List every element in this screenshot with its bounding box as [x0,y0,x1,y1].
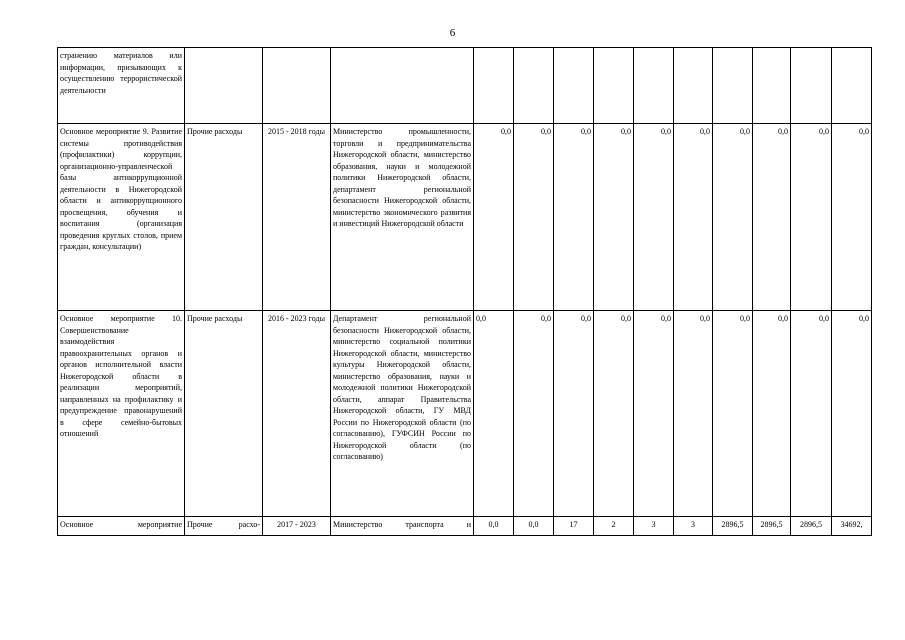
value-cell: 0,0 [753,124,791,311]
value-cell: 2896,5 [753,517,791,536]
funding-source-cell: Прочие расходы [185,124,263,311]
table-row [58,48,872,124]
activity-name-cell: Основное мероприятие [58,517,185,536]
value-cell: 0,0 [594,311,634,517]
value-cell: 3 [634,517,674,536]
value-cell: 0,0 [753,311,791,517]
value-cell: 0,0 [554,311,594,517]
activity-name-cell: странению материалов или информации, призывающих к осуществлению террористической деятельности [58,48,185,124]
funding-source-cell [185,48,263,124]
value-cell: 0,0 [674,311,713,517]
value-cell: 2 [594,517,634,536]
value-cell [514,48,554,124]
value-cell: 0,0 [634,124,674,311]
value-cell: 3 [674,517,713,536]
funding-source-cell: Прочие расхо- [185,517,263,536]
value-cell [674,48,713,124]
activity-name-cell: Основное мероприятие 9. Развитие системы противодействия (профилактики) коррупции, организационно-управленческой базы антикоррупционной деятельности в Нижегородской области и антикоррупционного просвещения, обучения и воспитания (организация проведения круглых столов, прием граждан, консультации) [58,124,185,311]
activity-name-cell: Основное мероприятие 10. Совершенствование взаимодействия правоохранительных органов и органов исполнительной власти Нижегородской области в реализации мероприятий, направленных на профилактику и предупреждение правонарушений в сфере семейно-бытовых отношений [58,311,185,517]
value-cell: 17 [554,517,594,536]
value-cell: 0,0 [791,311,832,517]
page-number: 6 [449,27,456,39]
value-cell [791,48,832,124]
value-cell: 0,0 [634,311,674,517]
value-cell: 0,0 [713,311,753,517]
program-table [57,47,872,536]
funding-source-cell: Прочие расходы [185,311,263,517]
value-cell: 0,0 [832,311,872,517]
table-row [58,517,872,536]
value-cell: 0,0 [554,124,594,311]
executor-cell: Департамент региональной безопасности Нижегородской области, министерство социальной политики Нижегородской области, министерство культуры Нижегородской области, министерство образования, науки и молодежной политики Нижегородской области, аппарат Правительства Нижегородской области, ГУ МВД России по Нижегородской области (по согласованию), ГУФСИН России по Нижегородской области (по согласованию) [331,311,474,517]
value-cell [753,48,791,124]
value-cell [474,48,514,124]
value-cell [713,48,753,124]
value-cell: 0,0 [514,311,554,517]
value-cell: 0,0 [713,124,753,311]
value-cell: 0,0 [474,311,514,517]
period-cell: 2017 - 2023 [263,517,331,536]
value-cell [554,48,594,124]
value-cell: 2896,5 [713,517,753,536]
value-cell: 34692, [832,517,872,536]
value-cell: 0,0 [474,517,514,536]
value-cell: 0,0 [514,517,554,536]
table-row [58,311,872,517]
value-cell: 0,0 [514,124,554,311]
executor-cell: Министерство промышленности, торговли и предпринимательства Нижегородской области, министерство образования, науки и молодежной политики Нижегородской области, департамент региональной безопасности Нижегородской области, министерство экономического развития и инвестиций Нижегородской области [331,124,474,311]
period-cell [263,48,331,124]
period-cell: 2016 - 2023 годы [263,311,331,517]
value-cell: 0,0 [594,124,634,311]
executor-cell [331,48,474,124]
executor-cell: Министерство транспорта и [331,517,474,536]
value-cell: 2896,5 [791,517,832,536]
value-cell [594,48,634,124]
table-row [58,124,872,311]
value-cell [634,48,674,124]
value-cell [832,48,872,124]
value-cell: 0,0 [674,124,713,311]
value-cell: 0,0 [832,124,872,311]
value-cell: 0,0 [791,124,832,311]
value-cell: 0,0 [474,124,514,311]
period-cell: 2015 - 2018 годы [263,124,331,311]
